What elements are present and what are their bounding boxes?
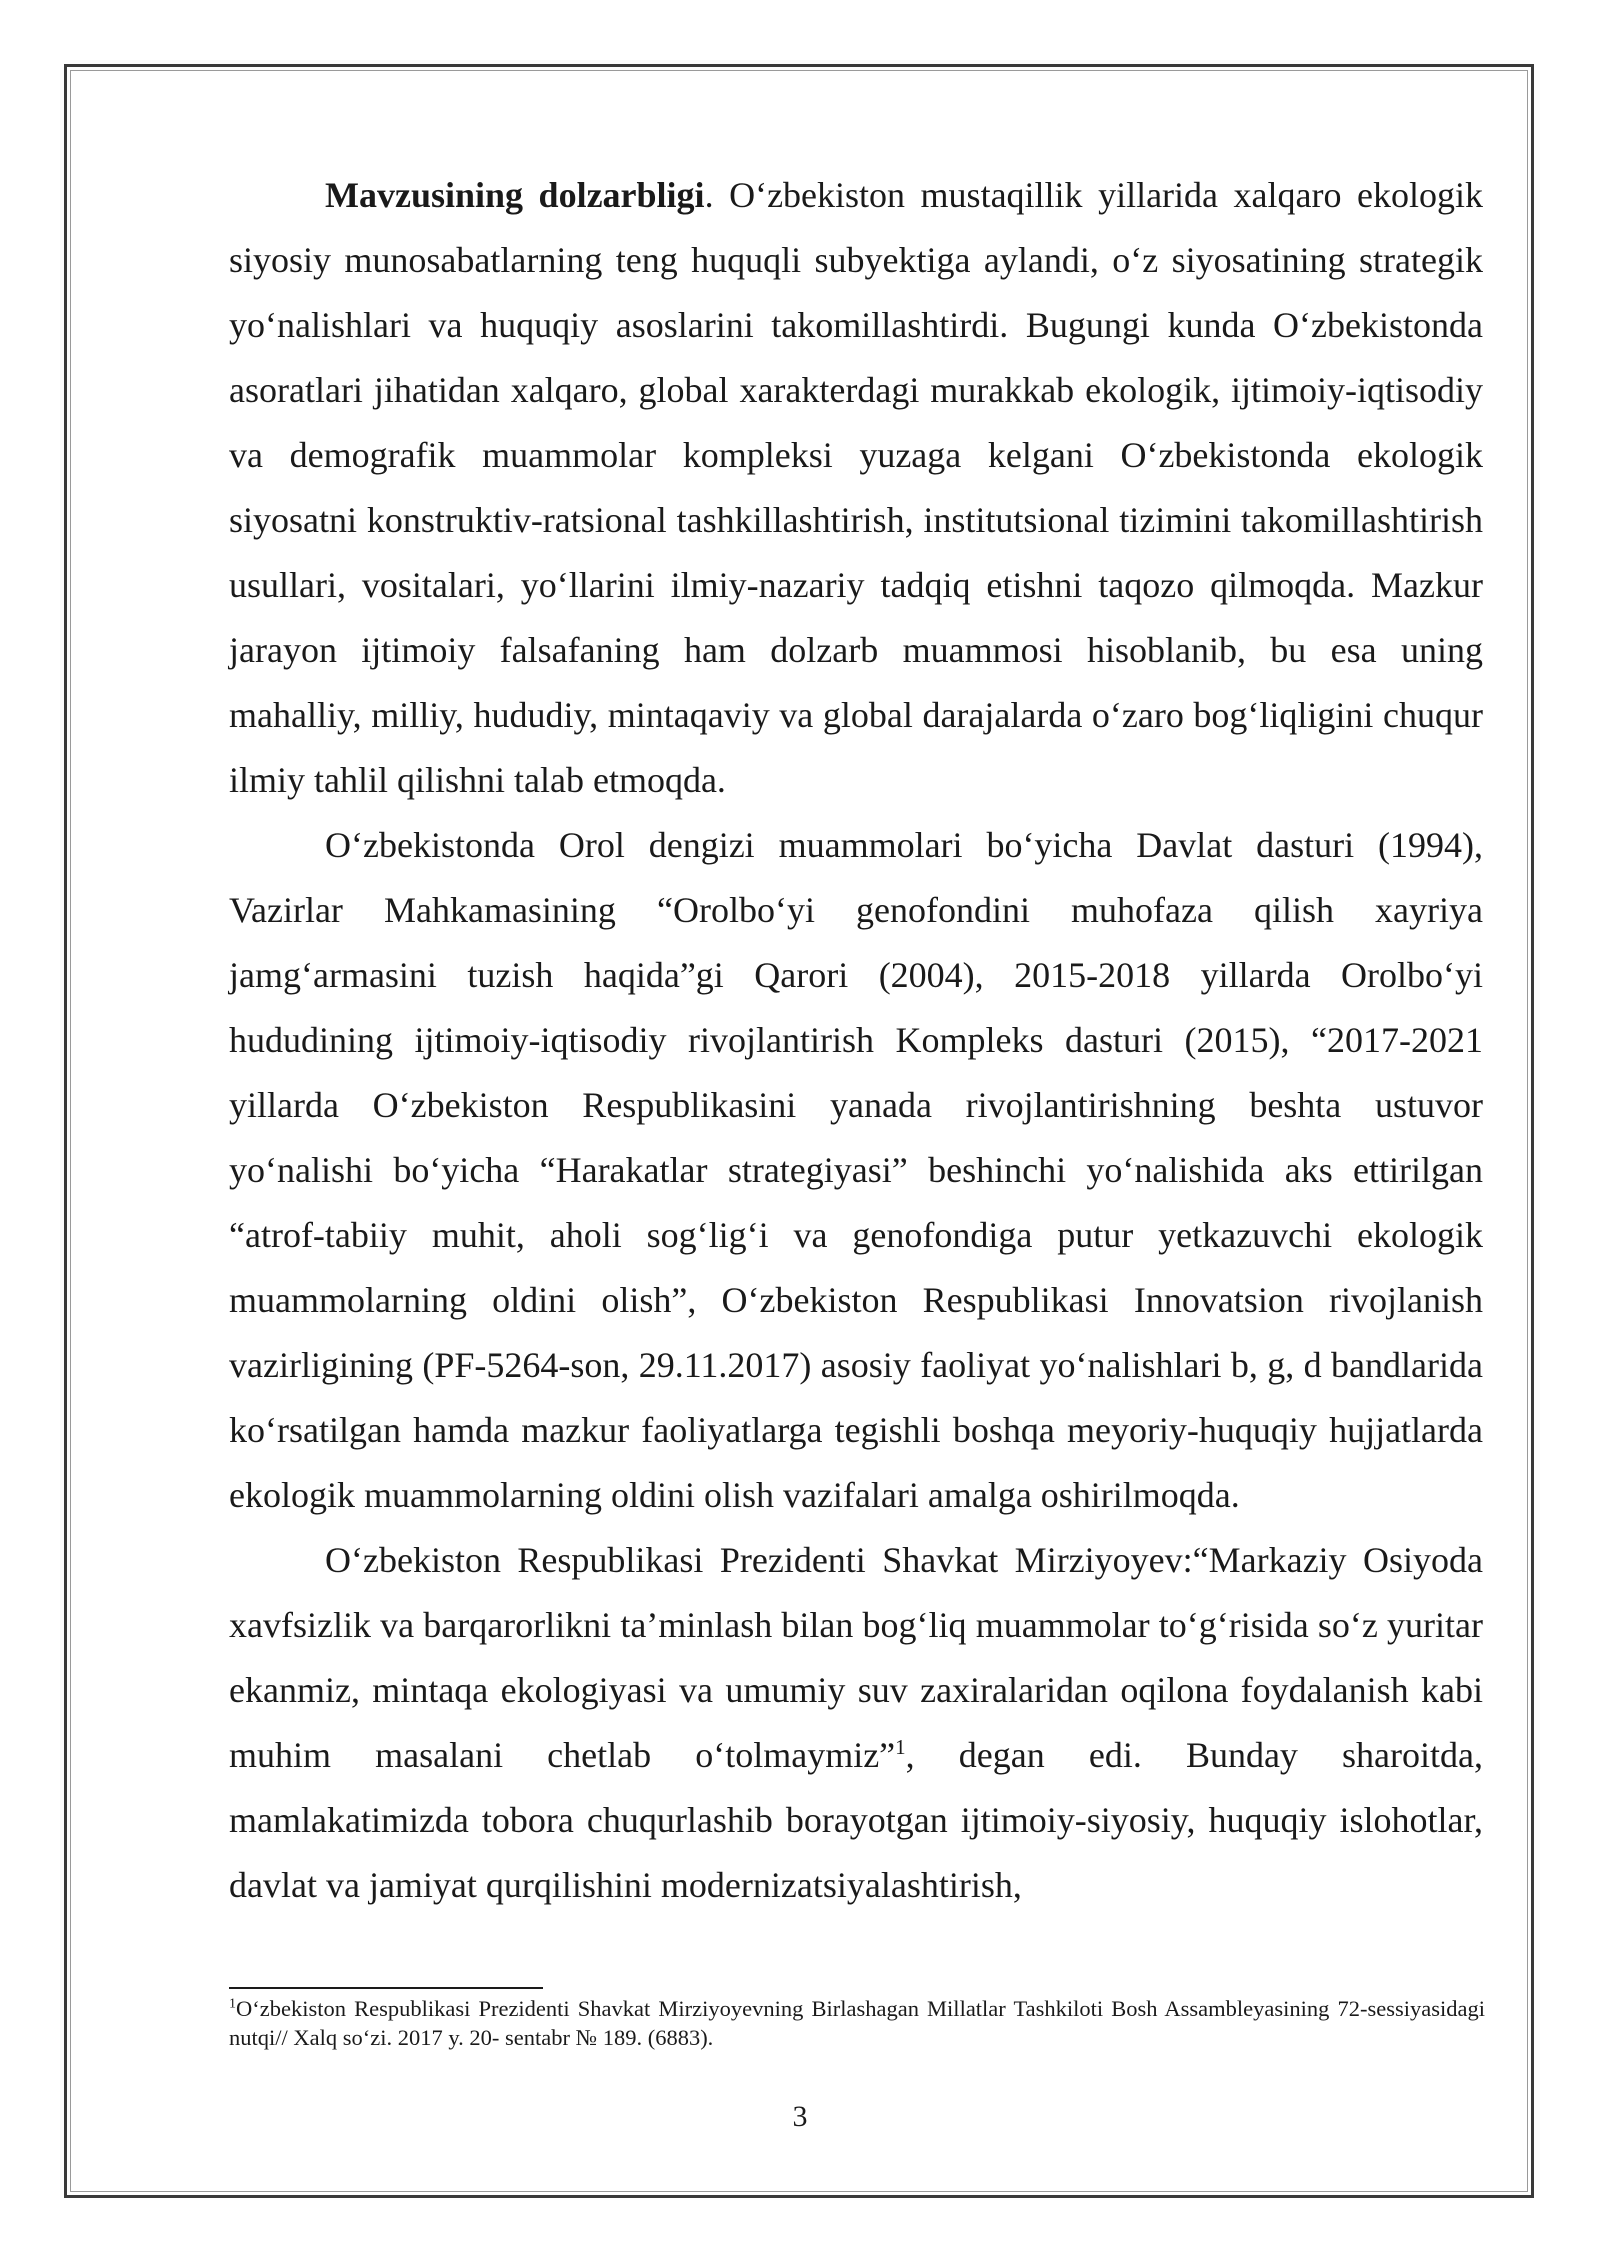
footnote [229,1994,1485,2052]
page-number: 3 [792,2100,808,2133]
footnote-mark: 1 [229,1996,236,2012]
paragraph-president-quote [229,1528,1483,1918]
paragraph-text: O‘zbekiston Respublikasi Prezidenti Shavkat Mirziyoyev:“Markaziy Osiyoda xavfsizlik va barqarorlikni ta’minlash bilan bog‘liq muammolar to‘g‘risida so‘z yuritar ekanmiz, mintaqa ekologiyasi va umumiy suv zaxiralaridan oqilona foydalanish kabi muhim masalani chetlab o‘tolmaymiz” [229,1540,1483,1775]
footnote-text: O‘zbekiston Respublikasi Prezidenti Shavkat Mirziyoyevning Birlashagan Millatlar Tashkiloti Bosh Assambleyasining 72-sessiyasidagi nutqi// Xalq so‘zi. 2017 y. 20- sentabr № 189. (6883). [229,1996,1485,2050]
paragraph-legal-framework: O‘zbekistonda Orol dengizi muammolari bo‘yicha Davlat dasturi (1994), Vazirlar Mahkamasining “Orolbo‘yi genofondini muhofaza qilish xayriya jamg‘armasini tuzish haqida”gi Qarori (2004), 2015-2018 yillarda Orolbo‘yi hududining ijtimoiy-iqtisodiy rivojlantirish Kompleks dasturi (2015), “2017-2021 yillarda O‘zbekiston Respublikasini yanada rivojlantirishning beshta ustuvor yo‘nalishi bo‘yicha “Harakatlar strategiyasi” beshinchi yo‘nalishida aks ettirilgan “atrof-tabiiy muhit, aholi sog‘lig‘i va genofondiga putur yetkazuvchi ekologik muammolarning oldini olish”, O‘zbekiston Respublikasi Innovatsion rivojlanish vazirligining (PF-5264-son, 29.11.2017) asosiy faoliyat yo‘nalishlari b, g, d bandlarida ko‘rsatilgan hamda mazkur faoliyatlarga tegishli boshqa meyoriy-huquqiy hujjatlarda ekologik muammolarning oldini olish vazifalari amalga oshirilmoqda. [229,825,1483,1515]
document-body [229,163,1483,1918]
paragraph-text: , degan edi. Bunday sharoitda, mamlakatimizda tobora chuqurlashib borayotgan ijtimoiy-siyosiy, huquqiy islohotlar, davlat va jamiyat qurqilishini modernizatsiyalashtirish, [229,1735,1483,1905]
footnote-reference[interactable]: 1 [895,1735,906,1759]
paragraph-relevance [229,163,1483,813]
paragraph-text: . O‘zbekiston mustaqillik yillarida xalqaro ekologik siyosiy munosabatlarning teng huquqli subyektiga aylandi, o‘z siyosatining strategik yo‘nalishlari va huquqiy asoslarini takomillashtirdi. Bugungi kunda O‘zbekistonda asoratlari jihatidan xalqaro, global xarakterdagi murakkab ekologik, ijtimoiy-iqtisodiy va demografik muammolar kompleksi yuzaga kelgani O‘zbekistonda ekologik siyosatni konstruktiv-ratsional tashkillashtirish, institutsional tizimini takomillashtirish usullari, vositalari, yo‘llarini ilmiy-nazariy tadqiq etishni taqozo qilmoqda. Mazkur jarayon ijtimoiy falsafaning ham dolzarb muammosi hisoblanib, bu esa uning mahalliy, milliy, hududiy, mintaqaviy va global darajalarda o‘zaro bog‘liqligini chuqur ilmiy tahlil qilishni talab etmoqda. [229,175,1483,800]
footnote-separator [229,1987,543,1989]
paragraph-heading: Mavzusining dolzarbligi [325,175,705,215]
